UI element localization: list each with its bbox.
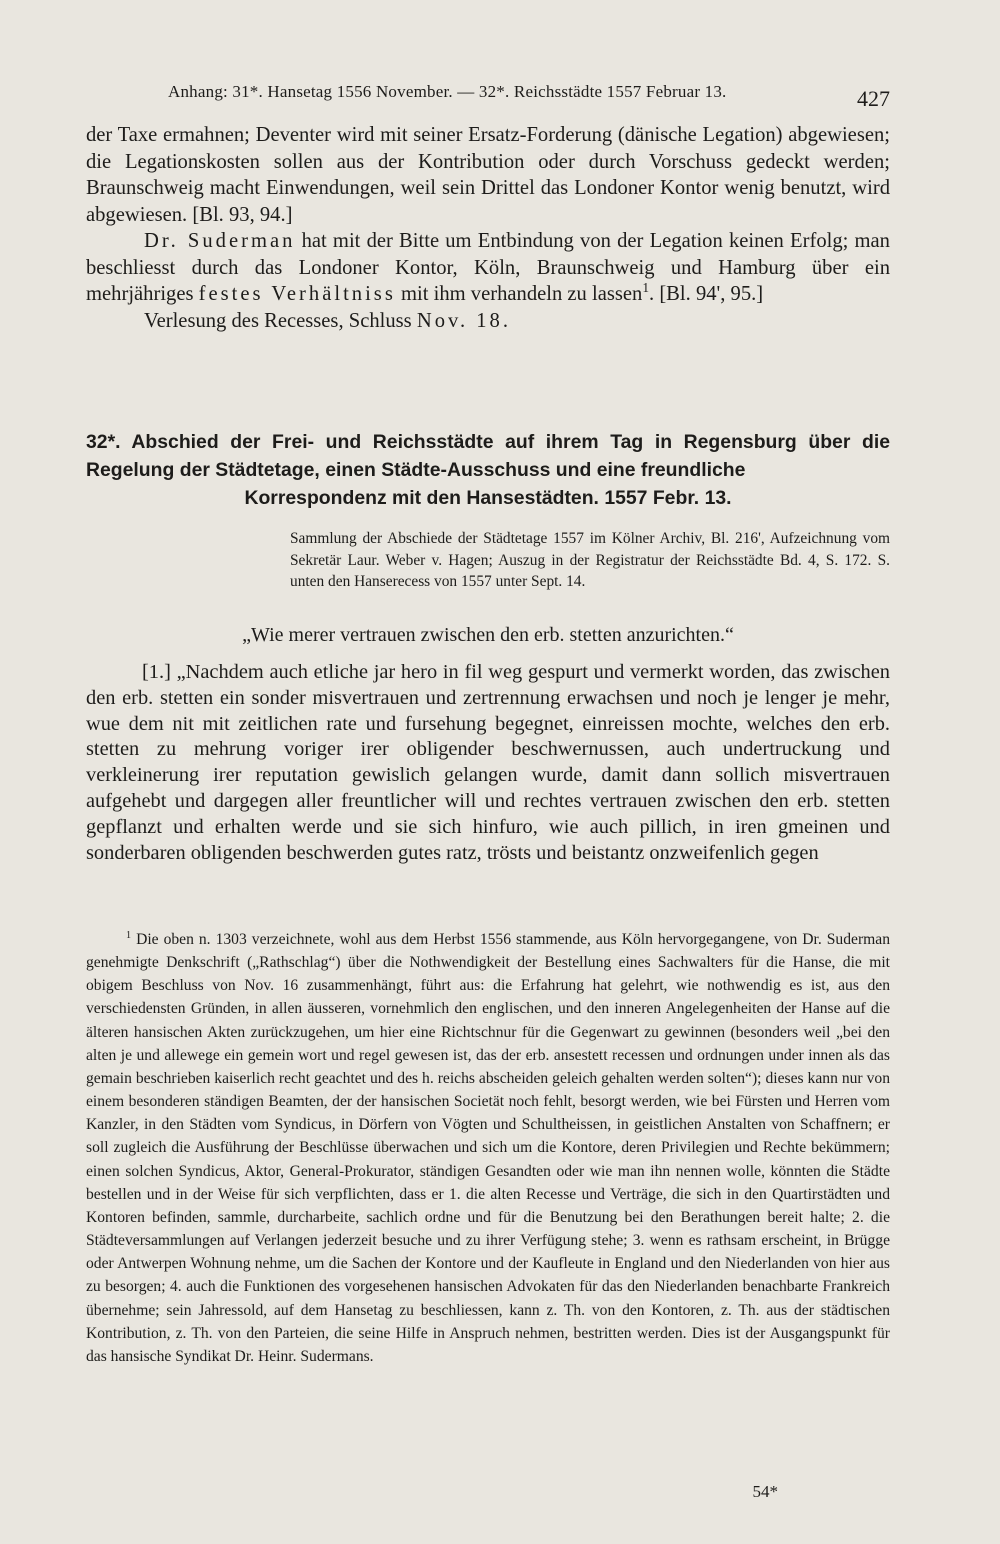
emphasis: festes Verhältniss (198, 283, 396, 305)
main-text (86, 660, 890, 866)
footnote-text: Die oben n. 1303 verzeichnete, wohl aus dem Herbst 1556 stammende, aus Köln hervorgegangene, von Dr. Suderman genehmigte Denkschrift („Rathschlag“) über die Nothwendigkeit der Bestellung eines Sachwalters für die Hanse, die mit obigem Beschluss von Nov. 16 zusammenhängt, führt aus: die Erfahrung hat gelehrt, wie nothwendig es ist, aus den verschiedensten Gründen, in allen äusseren, vornehmlich den englischen, und den inneren Angelegenheiten der Hanse auf die älteren hansischen Akten zurückzugehen, um hier eine Richtschnur für die Gegenwart zu gewinnen (besonders weil „bei den alten je und allewege ein gemein wort und regel gewesen ist, das der erb. ansestett recessen und ordnungen under innen als das gemain beschrieben kaiserlich recht geachtet und des h. reichs abscheiden geleich gehalten werden solten“); dieses kann nur von einem besonderen ständigen Beamten, der der hansischen Societät noch fehlt, besorgt werden, wie bei Fürsten und Herren vom Kanzler, in den Städten vom Syndicus, in Dörfern von Vögten und Schultheissen, in geistlichen Anstalten von Schaffnern; er soll zugleich die Ausführung der Beschlüsse überwachen und sich um die Kontore, deren Privilegien und Rechte bekümmern; einen solchen Syndicus, Aktor, General-Prokurator, ständigen Gesandten oder wie man ihn nennen wolle, könnten die Städte bestellen und in der Weise für sich verpflichten, dass er 1. die alten Recesse und Verträge, die sich in den Quartirstädten und Kontoren befinden, sammle, durcharbeite, sachlich ordne und für die Benutzung bei den Berathungen bereit halte; 2. die Städteversammlungen auf Verlangen jederzeit besuche und zu ihrer Verfügung stehe; 3. wenn es rathsam erscheint, in Brügge oder Antwerpen Wohnung nehme, um die Sachen der Kontore und der Kaufleute in England und den Niederlanden von hier aus zu besorgen; 4. auch die Funktionen des vorgesehenen hansischen Advokaten für das den Niederlanden benachbarte Frankreich übernehme; sein Jahressold, auf dem Hansetag zu beschliessen, kann z. Th. von den Kontoren, z. Th. aus der städtischen Kontribution, z. Th. von den Parteien, die seine Hilfe in Anspruch nehmen, bestritten werden. Dies ist der Ausgangspunkt für das hansische Syndikat Dr. Heinr. Sudermans. (86, 931, 890, 1365)
person-name: Dr. Suderman (144, 230, 296, 252)
paragraph: Dr. Suderman hat mit der Bitte um Entbindung von der Legation keinen Erfolg; man beschliesst durch das Londoner Kontor, Köln, Braunschweig und Hamburg über ein mehrjähriges festes Verhältniss mit ihm verhandeln zu lassen$^1$. [Bl. 94', 95.] (86, 230, 890, 305)
source-note: Sammlung der Abschiede der Städtetage 1557 im Kölner Archiv, Bl. 216', Aufzeichnung vom Sekretär Laur. Weber v. Hagen; Auszug in der Registratur der Reichsstädte Bd. 4, S. 172. S. unten den Hanserecess von 1557 unter Sept. 14. (290, 530, 890, 590)
page-number: 427 (857, 86, 890, 111)
footnote-ref: 1 (642, 280, 650, 296)
date: Nov. 18. (416, 309, 511, 332)
running-head: Anhang: 31*. Hansetag 1556 November. — 32*. Reichsstädte 1557 Februar 13. (168, 82, 727, 101)
paragraph: [1.] „Nachdem auch etliche jar hero in fil weg gespurt und vermerkt worden, das zwischen den erb. stetten ein sonder misvertrauen und zertrennung erwachsen und noch je lenger je mehr, wue dem nit mit zeitlichen rate und fursehung begegnet, einreissen mochte, welches den erb. stetten zu mehrung voriger irer obligender beschwernussen, auch undertruckung und verkleinerung irer reputation gewislich gelangen wurde, damit dann sollich misvertrauen aufgehebt und dargegen aller freuntlicher will und rechtes vertrauen zwischen den erb. stetten gepflanzt und erhalten werde und sie sich hinfuro, wie auch pillich, in iren gmeinen und sonderbaren obligenden beschwerden gutes ratz, trösts und beistantz onzweifenlich gegen (86, 661, 890, 864)
signature-mark: 54* (752, 1482, 778, 1501)
footnote (86, 928, 890, 1368)
footnote-marker: 1 (126, 929, 132, 941)
section-number: 32*. (86, 431, 121, 453)
section-title-text: Abschied der Frei- und Reichsstädte auf ihrem Tag in Regensburg über die Regelung der Städtetage, einen Städte-Ausschuss und eine freundliche (86, 431, 891, 481)
document-heading: „Wie merer vertrauen zwischen den erb. stetten anzurichten.“ (242, 624, 734, 646)
footnote-paragraph (86, 928, 890, 1368)
paragraph: der Taxe ermahnen; Deventer wird mit seiner Ersatz-Forderung (dänische Legation) abgewiesen; die Legationskosten sollen aus der Kontribution oder durch Vorschuss gedeckt werden; Braunschweig macht Einwendungen, weil sein Drittel das Londoner Kontor wenig benutzt, wird abgewiesen. [Bl. 93, 94.] (86, 124, 890, 226)
section-title-line2: Korrespondenz mit den Hansestädten. 1557 Febr. 13. (244, 487, 732, 509)
paragraph: Verlesung des Recesses, Schluss Nov. 18. (144, 309, 511, 332)
previous-section-text (86, 122, 890, 334)
section-title (86, 428, 890, 512)
